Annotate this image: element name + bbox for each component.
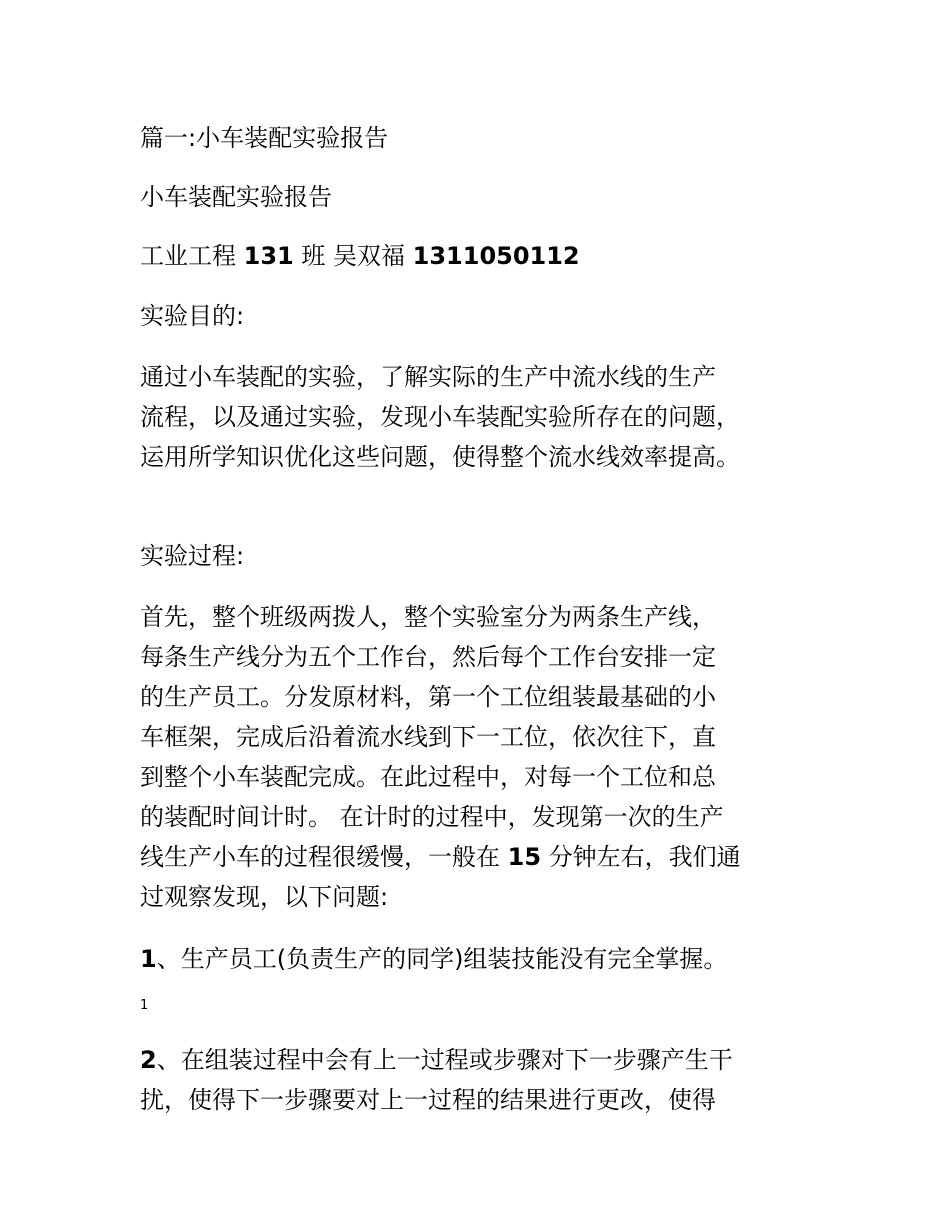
issue-item-1	[140, 944, 727, 974]
process-line: 首先，整个班级两拨人，整个实验室分为两条生产线，	[140, 603, 716, 631]
author-line-department: 工业工程	[140, 242, 244, 270]
process-line	[140, 837, 741, 877]
purpose-paragraph	[140, 357, 740, 477]
issue-line: 扰，使得下一步骤要对上一过程的结果进行更改，使得	[140, 1086, 716, 1114]
process-line: 到整个小车装配完成。在此过程中，对每一个工位和总	[140, 763, 716, 791]
issue-item-2	[140, 1040, 733, 1120]
process-line: 过观察发现，以下问题:	[140, 883, 389, 911]
author-line	[140, 241, 580, 271]
process-line-text: 线生产小车的过程很缓慢，一般在	[140, 843, 508, 871]
class-number: 131	[243, 242, 294, 270]
purpose-line: 流程，以及通过实验，发现小车装配实验所存在的问题，	[140, 403, 740, 431]
issue-line	[140, 1040, 733, 1080]
minutes-number: 15	[507, 843, 542, 871]
issue-number: 2	[140, 1046, 157, 1074]
chapter-heading: 篇一:小车装配实验报告	[140, 124, 389, 152]
issue-text: 、生产员工(负责生产的同学)组装技能没有完全掌握。	[156, 945, 728, 973]
student-id: 1311050112	[412, 242, 580, 270]
process-line: 每条生产线分为五个工作台，然后每个工作台安排一定	[140, 643, 716, 671]
page-number: 1	[140, 998, 149, 1013]
author-line-name: 班 吴双福	[293, 242, 413, 270]
issue-text: 、在组装过程中会有上一过程或步骤对下一步骤产生干	[156, 1046, 733, 1074]
process-line: 的生产员工。分发原材料，第一个工位组装最基础的小	[140, 683, 716, 711]
process-line: 车框架，完成后沿着流水线到下一工位，依次往下，直	[140, 723, 716, 751]
purpose-line: 运用所学知识优化这些问题，使得整个流水线效率提高。	[140, 443, 740, 471]
process-line-text: 分钟左右，我们通	[541, 843, 741, 871]
purpose-heading: 实验目的:	[140, 302, 245, 330]
process-line: 的装配时间计时。 在计时的过程中，发现第一次的生产	[140, 803, 724, 831]
report-title: 小车装配实验报告	[140, 183, 332, 211]
process-paragraph	[140, 597, 741, 917]
purpose-line: 通过小车装配的实验，了解实际的生产中流水线的生产	[140, 363, 716, 391]
process-heading: 实验过程:	[140, 542, 245, 570]
issue-number: 1	[140, 945, 157, 973]
